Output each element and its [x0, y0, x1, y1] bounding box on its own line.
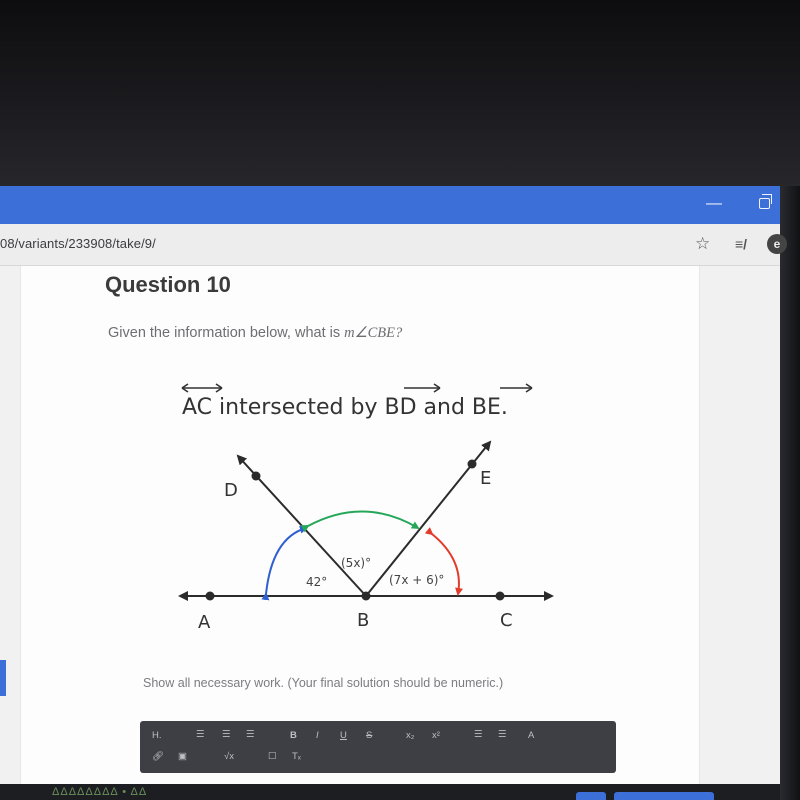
heading-ac: AC	[182, 395, 213, 420]
restore-button[interactable]	[759, 198, 770, 209]
strike-button[interactable]: S	[366, 730, 373, 741]
footer-button[interactable]	[576, 792, 606, 800]
answer-instructions: Show all necessary work. (Your final solution should be numeric.)	[143, 676, 504, 690]
heading-be: BE	[471, 395, 501, 420]
arc-5x	[308, 511, 418, 528]
prompt-math: m∠CBE?	[344, 325, 403, 341]
text-color-button[interactable]: A	[528, 730, 535, 741]
figure-heading	[182, 384, 532, 420]
bullet-list-icon[interactable]: ☰	[474, 729, 483, 740]
angle-label-42: 42°	[306, 575, 328, 589]
bold-button[interactable]: B	[290, 730, 297, 741]
angle-label-5x: (5x)°	[341, 556, 372, 570]
heading-mid2: and	[416, 395, 472, 420]
table-icon[interactable]: ☐	[268, 751, 277, 762]
point-c-dot	[496, 592, 505, 601]
align-left-icon[interactable]: ☰	[196, 729, 205, 740]
arc-42	[266, 528, 306, 594]
submit-button[interactable]	[614, 792, 714, 800]
label-a: A	[198, 612, 211, 633]
decorative-pattern: ΔΔΔΔΔΔΔΔ • ΔΔ	[52, 786, 148, 798]
geometry-figure	[160, 370, 580, 640]
point-e-dot	[468, 460, 477, 469]
italic-button[interactable]: I	[316, 730, 319, 741]
numbered-list-icon[interactable]: ☰	[498, 729, 507, 740]
question-title: Question 10	[105, 272, 231, 297]
label-b: B	[357, 610, 370, 631]
label-c: C	[500, 610, 513, 631]
prompt-text: Given the information below, what is	[108, 325, 345, 341]
link-icon[interactable]: 🔗︎	[152, 751, 165, 762]
minimize-button[interactable]: —	[706, 195, 722, 212]
image-icon[interactable]: ▣	[178, 751, 187, 762]
point-b-dot	[362, 592, 371, 601]
heading-bd: BD	[384, 395, 417, 420]
label-e: E	[480, 468, 492, 489]
point-a-dot	[206, 592, 215, 601]
heading-button[interactable]: H.	[152, 730, 162, 741]
monitor-bezel	[0, 0, 800, 186]
underline-button[interactable]: U	[340, 730, 347, 741]
align-right-icon[interactable]: ☰	[246, 729, 255, 740]
heading-end: .	[500, 395, 508, 420]
point-d-dot	[252, 472, 261, 481]
address-bar[interactable]	[0, 224, 780, 266]
url-text[interactable]: 08/variants/233908/take/9/	[0, 236, 156, 251]
monitor-edge	[780, 186, 800, 800]
clear-format-button[interactable]: Tₓ	[292, 751, 301, 762]
label-d: D	[224, 480, 238, 501]
reading-list-icon[interactable]: ≡/	[735, 236, 748, 252]
superscript-button[interactable]: x²	[432, 730, 440, 741]
window-titlebar	[0, 186, 780, 224]
profile-icon[interactable]: e	[767, 234, 787, 254]
question-prompt	[108, 325, 402, 342]
star-icon[interactable]: ☆	[695, 234, 711, 253]
angle-label-7x: (7x + 6)°	[389, 573, 445, 587]
align-center-icon[interactable]: ☰	[222, 729, 231, 740]
sqrt-button[interactable]: √x	[224, 751, 234, 762]
heading-mid1: intersected by	[212, 395, 385, 420]
rich-text-toolbar[interactable]	[140, 721, 616, 773]
subscript-button[interactable]: x₂	[406, 730, 415, 741]
side-tab[interactable]	[0, 660, 6, 696]
svg-text:AC intersected by BD and BE.	[182, 395, 508, 420]
